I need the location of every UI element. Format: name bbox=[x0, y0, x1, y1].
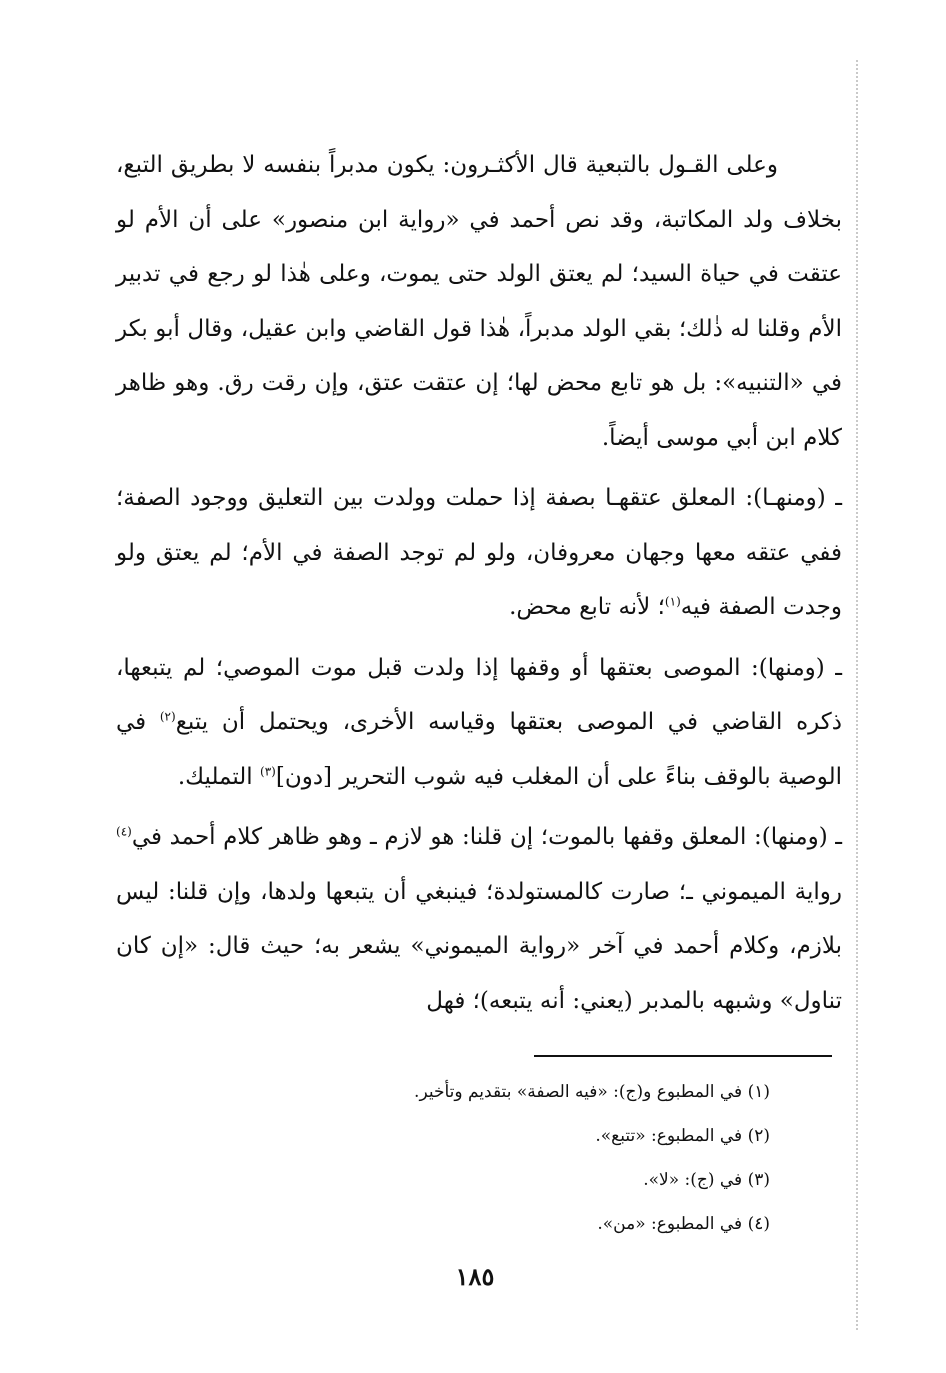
paragraph-2-lead: ـ (ومنهـا) bbox=[753, 485, 842, 511]
paragraph-2-text-a: : المعلق عتقهـا بصفة إذا حملت وولدت بين التعليق ووجود الصفة؛ ففي عتقه معها وجهان معروفان، ولو لم توجد الصفة في الأم؛ لم يعتق ولو وجدت الصفة فيه bbox=[116, 485, 842, 620]
page-number: ١٨٥ bbox=[455, 1262, 495, 1291]
footnote-ref-1: (١) bbox=[664, 594, 681, 609]
paragraph-4-text-b: رواية الميموني ـ؛ صارت كالمستولدة؛ فينبغي أن يتبعها ولدها، وإن قلنا: ليس بلازم، وكلام أحمد في آخر «رواية الميموني» يشعر به؛ حيث قال: «إن كان تناول» وشبهه بالمدبر (يعني: أنه يتبعه)؛ فهل bbox=[116, 878, 842, 1014]
footnote-ref-4: (٤) bbox=[116, 824, 132, 839]
footnote-1: (١) في المطبوع و(ج): «فيه الصفة» بتقديم وتأخير. bbox=[414, 1082, 770, 1102]
main-text-body bbox=[116, 138, 842, 1034]
paragraph-3-text-a: : الموصى بعتقها أو وقفها إذا ولدت قبل موت الموصي؛ لم يتبعها، ذكره القاضي في الموصى بعتقها وقياسه الأخرى، ويحتمل أن يتبع bbox=[116, 654, 842, 735]
footnote-4: (٤) في المطبوع: «من». bbox=[597, 1214, 770, 1234]
paragraph-3-text-b: في الوصية بالوقف بناءً على أن المغلب فيه شوب التحرير [دون] bbox=[116, 709, 842, 790]
paragraph-2-text-b: ؛ لأنه تابع محض. bbox=[509, 594, 665, 620]
paragraph-2 bbox=[116, 471, 842, 635]
footnote-ref-2: (٢) bbox=[159, 709, 176, 724]
paragraph-3-lead: ـ (ومنها) bbox=[758, 654, 842, 681]
footnote-separator-rule bbox=[534, 1055, 832, 1057]
footnote-ref-3: (٣) bbox=[260, 763, 276, 778]
page-edge-dotted-line bbox=[856, 60, 858, 1330]
paragraph-1 bbox=[116, 138, 842, 465]
paragraph-3-text-c: التمليك. bbox=[177, 763, 261, 790]
paragraph-3 bbox=[116, 641, 842, 805]
footnote-3: (٣) في (ج): «لا». bbox=[643, 1170, 770, 1190]
paragraph-4 bbox=[116, 810, 842, 1028]
footnotes-section bbox=[300, 1070, 770, 1246]
footnote-2: (٢) في المطبوع: «تتبع». bbox=[595, 1126, 770, 1146]
paragraph-1-text: وعلى القـول بالتبعية قال الأكثـرون: يكون مدبراً بنفسه لا بطريق التبع، بخلاف ولد المكاتبة، وقد نص أحمد في «رواية ابن منصور» على أن الأم لو عتقت في حياة السيد؛ لم يعتق الولد حتى يموت، وعلى هٰذا لو رجع في تدبير الأم وقلنا له ذٰلك؛ بقي الولد مدبراً، هٰذا قول القاضي وابن عقيل، وقال أبو بكر في «التنبيه»: بل هو تابع محض لها؛ إن عتقت عتق، وإن رقت رق. وهو ظاهر كلام ابن أبي موسى أيضاً. bbox=[116, 152, 842, 451]
paragraph-4-text-a: : المعلق وقفها بالموت؛ إن قلنا: هو لازم ـ وهو ظاهر كلام أحمد في bbox=[131, 824, 762, 850]
paragraph-4-lead: ـ (ومنها) bbox=[761, 824, 842, 850]
